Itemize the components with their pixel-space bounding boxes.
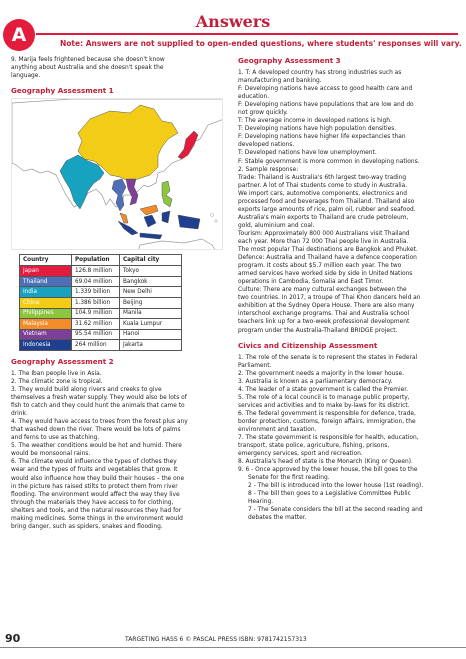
table-row xyxy=(20,287,182,298)
population-cell: 1.386 billion xyxy=(72,297,120,308)
text-line: F: Developing nations have populations that are low and do xyxy=(238,102,414,109)
text-line: 7. The state government is responsible for health, education, xyxy=(238,435,419,442)
text-line: two countries. In 2017, a troupe of Thai Khon dancers held an xyxy=(238,295,421,302)
population-cell: 69.04 million xyxy=(72,276,120,287)
text-line: border protection, customs, foreign affairs, immigration, the xyxy=(238,418,416,425)
text-line: F: Developing nations have access to good health care and xyxy=(238,86,413,93)
text-line: anything about Australia and she doesn't speak the xyxy=(11,65,164,72)
capital-cell: Kuala Lumpur xyxy=(120,319,182,330)
text-line: language. xyxy=(11,73,41,80)
right-column xyxy=(238,56,456,523)
capital-cell: New Delhi xyxy=(120,287,182,298)
text-line: in the picture has raised stilts to protect them from river xyxy=(11,483,178,490)
text-line: 6. The federal government is responsible for defence, trade, xyxy=(238,410,416,417)
answers-note: Note: Answers are not supplied to open-ended questions, where students' responses will vary. xyxy=(60,39,462,48)
text-line: 7 - The Senate considers the bill at the second reading and xyxy=(248,507,423,514)
population-cell: 31.62 million xyxy=(72,319,120,330)
text-line: partner. A lot of Thai students come to study in Australia. xyxy=(238,182,408,189)
population-cell: 95.54 million xyxy=(72,329,120,340)
country-cell: Japan xyxy=(20,266,72,277)
footer-rule xyxy=(0,647,466,648)
footer-text: TARGETING HASS 6 © PASCAL PRESS ISBN: 9781742157313 xyxy=(125,636,307,643)
text-line: manufacturing and banking. xyxy=(238,78,322,85)
text-line: armed services have worked side by side in United Nations xyxy=(238,271,413,278)
text-line: exports large amounts of rice, palm oil, rubber and seafood. xyxy=(238,206,416,213)
text-line: flooding. The environment would affect the way they live xyxy=(11,491,180,498)
text-line: 2 - The bill is introduced into the lower house (1st reading). xyxy=(248,483,424,490)
civics-assessment-answers xyxy=(238,354,456,523)
text-line: gold, aluminium and coal. xyxy=(238,222,315,229)
text-line: Culture: There are many cultural exchanges between the xyxy=(238,287,407,294)
country-cell: Philippines xyxy=(20,308,72,319)
text-line: environment and taxation. xyxy=(238,426,317,433)
capital-cell: Hanoi xyxy=(120,329,182,340)
text-line: education. xyxy=(238,94,270,101)
text-line: emergency services, sport and recreation. xyxy=(238,451,363,458)
text-line: operations in Cambodia, Somalia and East Timor. xyxy=(238,279,384,286)
text-line: F: Stable government is more common in developing nations. xyxy=(238,158,420,165)
asia-map xyxy=(11,98,223,250)
text-line: F: Developing nations have higher life expectancies than xyxy=(238,134,406,141)
page-number: 90 xyxy=(5,632,21,645)
population-cell: 264 million xyxy=(72,340,120,351)
text-line: through the materials they have access to for clothing, xyxy=(11,499,174,506)
country-cell: India xyxy=(20,287,72,298)
text-line: 3. Australia is known as a parliamentary democracy. xyxy=(238,378,393,385)
table-row xyxy=(20,266,182,277)
text-line: developed nations. xyxy=(238,142,295,149)
asia-map-illustration xyxy=(12,99,223,250)
table-header-row xyxy=(20,255,182,266)
text-line: Trade: Thailand is Australia's 6th largest two-way trading xyxy=(238,174,407,181)
table-row xyxy=(20,329,182,340)
text-line: exhibition at the Sydney Opera House. There are also many xyxy=(238,303,415,310)
geography-assessment-1-heading: Geography Assessment 1 xyxy=(11,86,114,96)
population-cell: 104.9 million xyxy=(72,308,120,319)
text-line: Tourism: Approximately 800 000 Australians visit Thailand xyxy=(238,230,410,237)
text-line: T: Developed nations have low unemployment. xyxy=(238,150,377,157)
text-line: Parliament. xyxy=(238,362,272,369)
geography-assessment-2-answers xyxy=(11,370,224,531)
text-line: 6. The climate would influence the types of clothes they xyxy=(11,459,177,466)
text-line: themselves a fresh water supply. They would also be lots of xyxy=(11,395,187,402)
country-cell: Malaysia xyxy=(20,319,72,330)
text-line: 8 - The bill then goes to a Legislative Committee Public xyxy=(248,491,411,498)
page-title: Answers xyxy=(195,12,271,31)
table-row xyxy=(20,319,182,330)
left-column xyxy=(11,56,224,531)
text-line: 2. The government needs a majority in the lower house. xyxy=(238,370,404,377)
country-cell: Vietnam xyxy=(20,329,72,340)
table-row xyxy=(20,276,182,287)
section-badge: A xyxy=(3,19,35,51)
capital-cell: Manila xyxy=(120,308,182,319)
capital-cell: Beijing xyxy=(120,297,182,308)
text-line: 4. They would have access to trees from the forest plus any xyxy=(11,419,188,426)
text-line: services and activities and to make by-laws for its district. xyxy=(238,402,410,409)
text-line: 8. Australia's head of state is the Monarch (King or Queen). xyxy=(238,459,413,466)
text-line: making medicines. Some things in the environment would xyxy=(11,515,183,522)
text-line: 4. The leader of a state government is called the Premier. xyxy=(238,386,409,393)
text-line: 1. The role of the senate is to represent the states in Federal xyxy=(238,354,418,361)
text-line: teachers link up for a two-week professional development xyxy=(238,319,410,326)
text-line: would also influence how they build their houses – the one xyxy=(11,475,185,482)
text-line: 5. The role of a local council is to manage public property, xyxy=(238,394,410,401)
text-line: The most popular Thai destinations are Bangkok and Phuket. xyxy=(238,247,418,254)
countries-table xyxy=(19,254,182,351)
text-line: 2. Sample response: xyxy=(238,166,299,173)
text-line: Senate for the first reading. xyxy=(248,475,330,482)
text-line: 2. The climatic zone is tropical. xyxy=(11,378,103,385)
text-line: 5. The weather conditions would be hot and humid. There xyxy=(11,443,182,450)
text-line: that washed down the river. There would be lots of palms xyxy=(11,427,181,434)
civics-assessment-heading: Civics and Citizenship Assessment xyxy=(238,340,378,350)
text-line: T: Developing nations have high population densities. xyxy=(238,126,397,133)
text-line: would be monsoonal rains. xyxy=(11,451,91,458)
text-line: 3. They would build along rivers and creeks to give xyxy=(11,386,162,393)
text-line: 1. The Iban people live in Asia. xyxy=(11,370,102,377)
column-header: Country xyxy=(20,255,72,266)
population-cell: 126.8 million xyxy=(72,266,120,277)
text-line: interschool exchange programs. Thai and Australia school xyxy=(238,311,410,318)
table-row xyxy=(20,297,182,308)
q9-answer xyxy=(11,56,224,80)
text-line: bring danger, such as spiders, snakes and flooding. xyxy=(11,523,163,530)
text-line: 9. 6 - Once approved by the lower house, the bill goes to the xyxy=(238,467,418,474)
text-line: Defence: Australia and Thailand have a defence cooperation xyxy=(238,255,417,262)
table-row xyxy=(20,308,182,319)
table-row xyxy=(20,340,182,351)
geography-assessment-2-heading: Geography Assessment 2 xyxy=(11,356,114,366)
text-line: T: The average income in developed nations is high. xyxy=(238,118,392,125)
title-divider xyxy=(36,33,458,35)
text-line: program. It costs about $5.7 million each year. The two xyxy=(238,263,402,270)
population-cell: 1.339 billion xyxy=(72,287,120,298)
text-line: fish to catch and they could hunt the animals that came to xyxy=(11,403,185,410)
text-line: processed food and beverages from Thailand. Thailand also xyxy=(238,198,415,205)
column-header: Population xyxy=(72,255,120,266)
text-line: transport, state police, agriculture, fishing, prisons, xyxy=(238,443,390,450)
text-line: Australia's main exports to Thailand are crude petroleum, xyxy=(238,214,409,221)
text-line: each year. More than 72 000 Thai people live in Australia. xyxy=(238,238,409,245)
text-line: 9. Marija feels frightened because she doesn't know xyxy=(11,57,165,63)
text-line: We import cars, automotive components, electronics and xyxy=(238,190,408,197)
text-line: not grow quickly. xyxy=(238,110,288,117)
capital-cell: Jakarta xyxy=(120,340,182,351)
text-line: 1. T: A developed country has strong industries such as xyxy=(238,70,402,76)
text-line: program under the Australia-Thailand BRIDGE project. xyxy=(238,327,398,334)
text-line: Hearing. xyxy=(248,499,274,506)
column-header: Capital city xyxy=(120,255,182,266)
text-line: shelters and tools, and the natural resources they had for xyxy=(11,507,182,514)
geography-assessment-3-heading: Geography Assessment 3 xyxy=(238,56,341,65)
text-line: drink. xyxy=(11,411,28,418)
text-line: wear and the types of fruits and vegetables that grow. It xyxy=(11,467,178,474)
country-cell: Indonesia xyxy=(20,340,72,351)
capital-cell: Tokyo xyxy=(120,266,182,277)
country-cell: China xyxy=(20,297,72,308)
geography-assessment-3-answers xyxy=(238,69,456,335)
capital-cell: Bangkok xyxy=(120,276,182,287)
text-line: and ferns to use as thatching. xyxy=(11,435,100,442)
country-cell: Thailand xyxy=(20,276,72,287)
text-line: debates the matter. xyxy=(248,515,307,522)
